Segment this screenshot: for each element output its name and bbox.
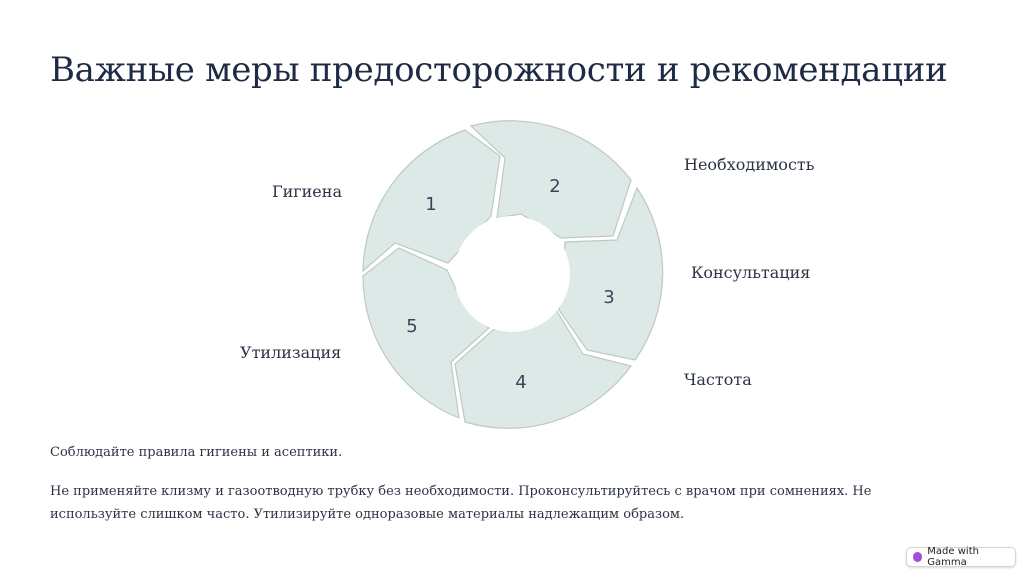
gamma-logo-icon (913, 552, 922, 562)
segment-1-number: 1 (425, 194, 437, 215)
paragraph-recommendations: Не применяйте клизму и газоотводную трубку без необходимости. Проконсультируйтесь с врачом при сомнениях. Не используйте слишком часто. Утилизируйте одноразовые материалы надлежащим образом. (50, 484, 872, 522)
label-consultation: Консультация (691, 263, 811, 282)
badge-text: Made with Gamma (927, 546, 979, 568)
segment-4-number: 4 (515, 372, 527, 393)
segment-2-number: 2 (549, 176, 561, 197)
label-disposal: Утилизация (240, 343, 342, 362)
made-with-gamma-badge[interactable] (906, 547, 1016, 567)
diagram-center-hole (454, 216, 570, 332)
cycle-diagram-svg (355, 118, 675, 438)
page-title: Важные меры предосторожности и рекомендации (50, 50, 948, 90)
paragraph-hygiene-note: Соблюдайте правила гигиены и асептики. (50, 445, 343, 460)
label-frequency: Частота (684, 370, 752, 389)
label-necessity: Необходимость (684, 155, 815, 174)
label-hygiene: Гигиена (272, 182, 342, 201)
cycle-diagram (355, 118, 675, 438)
segment-5-number: 5 (406, 316, 418, 337)
segment-3-number: 3 (603, 287, 615, 308)
